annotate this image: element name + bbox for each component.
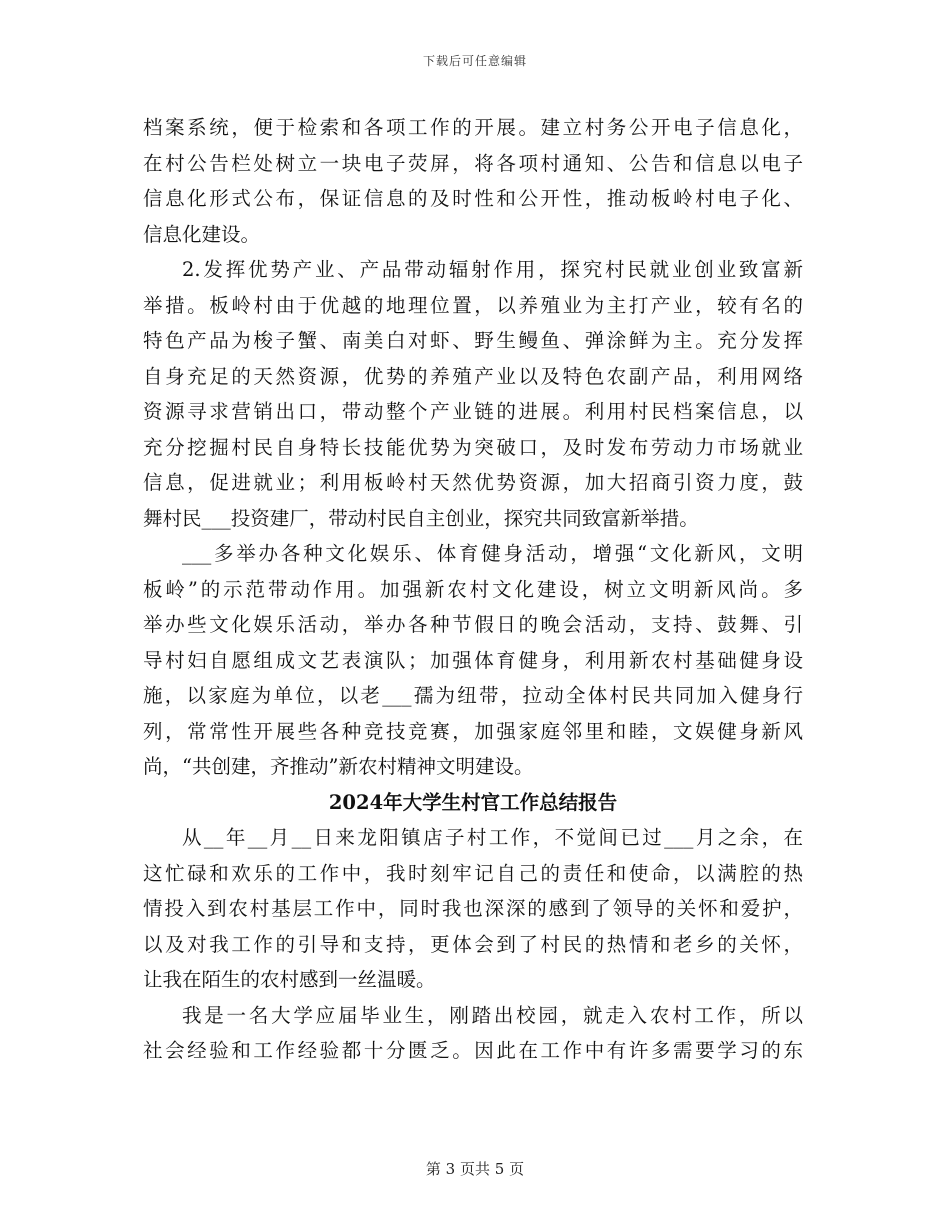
paragraph-3: [143, 536, 803, 785]
text-line: 导村妇自愿组成文艺表演队；加强体育健身，利用新农村基础健身设: [143, 648, 803, 672]
text-line: 这忙碌和欢乐的工作中，我时刻牢记自己的责任和使命，以满腔的热: [143, 861, 803, 885]
text-line: 板岭”的示范带动作用。加强新农村文化建设，树立文明新风尚。多: [143, 577, 803, 601]
text-line: 从__年__月__日来龙阳镇店子村工作，不觉间已过___月之余，在: [182, 826, 803, 849]
paragraph-2: [143, 252, 803, 536]
text-line: 举措。板岭村由于优越的地理位置，以养殖业为主打产业，较有名的: [143, 293, 803, 317]
text-line: 充分挖掘村民自身特长技能优势为突破口，及时发布劳动力市场就业: [143, 435, 803, 459]
text-line: 在村公告栏处树立一块电子荧屏，将各项村通知、公告和信息以电子: [143, 151, 803, 175]
text-line: 尚，“共创建，齐推动”新农村精神文明建设。: [143, 755, 534, 778]
page-number: 第 3 页共 5 页: [425, 1160, 525, 1178]
text-line: 信息，促进就业；利用板岭村天然优势资源，加大招商引资力度，鼓: [143, 471, 803, 494]
text-line: 让我在陌生的农村感到一丝温暖。: [143, 968, 436, 991]
text-line: 自身充足的天然资源，优势的养殖产业以及特色农副产品，利用网络: [143, 364, 803, 388]
document-body: [143, 110, 803, 1069]
text-line: 2.发挥优势产业、产品带动辐射作用，探究村民就业创业致富新: [182, 258, 803, 281]
text-line: ___多举办各种文化娱乐、体育健身活动，增强“文化新风，文明: [182, 542, 803, 565]
page-header: 下载后可任意编辑: [422, 54, 527, 68]
text-line: 以及对我工作的引导和支持，更体会到了村民的热情和老乡的关怀，: [143, 932, 803, 956]
text-line: 资源寻求营销出口，带动整个产业链的进展。利用村民档案信息，以: [143, 400, 803, 423]
text-line: 特色产品为梭子蟹、南美白对虾、野生鳗鱼、弹涂鲜为主。充分发挥: [143, 329, 803, 352]
text-line: 信息化形式公布，保证信息的及时性和公开性，推动板岭村电子化、: [143, 187, 803, 210]
paragraph-4: [143, 820, 803, 998]
text-line: 信息化建设。: [143, 222, 261, 246]
text-line: 举办些文化娱乐活动，举办各种节假日的晚会活动，支持、鼓舞、引: [143, 613, 803, 636]
text-line: 档案系统，便于检索和各项工作的开展。建立村务公开电子信息化，: [143, 116, 803, 139]
paragraph-1: [143, 110, 803, 252]
text-line: 施，以家庭为单位，以老___孺为纽带，拉动全体村民共同加入健身行: [143, 684, 803, 707]
report-title: 2024年大学生村官工作总结报告: [328, 790, 618, 814]
text-line: 列，常常性开展些各种竞技竞赛，加强家庭邻里和睦，文娱健身新风: [143, 719, 803, 743]
text-line: 情投入到农村基层工作中，同时我也深深的感到了领导的关怀和爱护，: [143, 897, 803, 920]
text-line: 我是一名大学应届毕业生，刚踏出校园，就走入农村工作，所以: [182, 1003, 803, 1027]
text-line: 社会经验和工作经验都十分匮乏。因此在工作中有许多需要学习的东: [143, 1039, 803, 1062]
text-line: 舞村民___投资建厂，带动村民自主创业，探究共同致富新举措。: [143, 506, 699, 530]
paragraph-5: [143, 998, 803, 1069]
